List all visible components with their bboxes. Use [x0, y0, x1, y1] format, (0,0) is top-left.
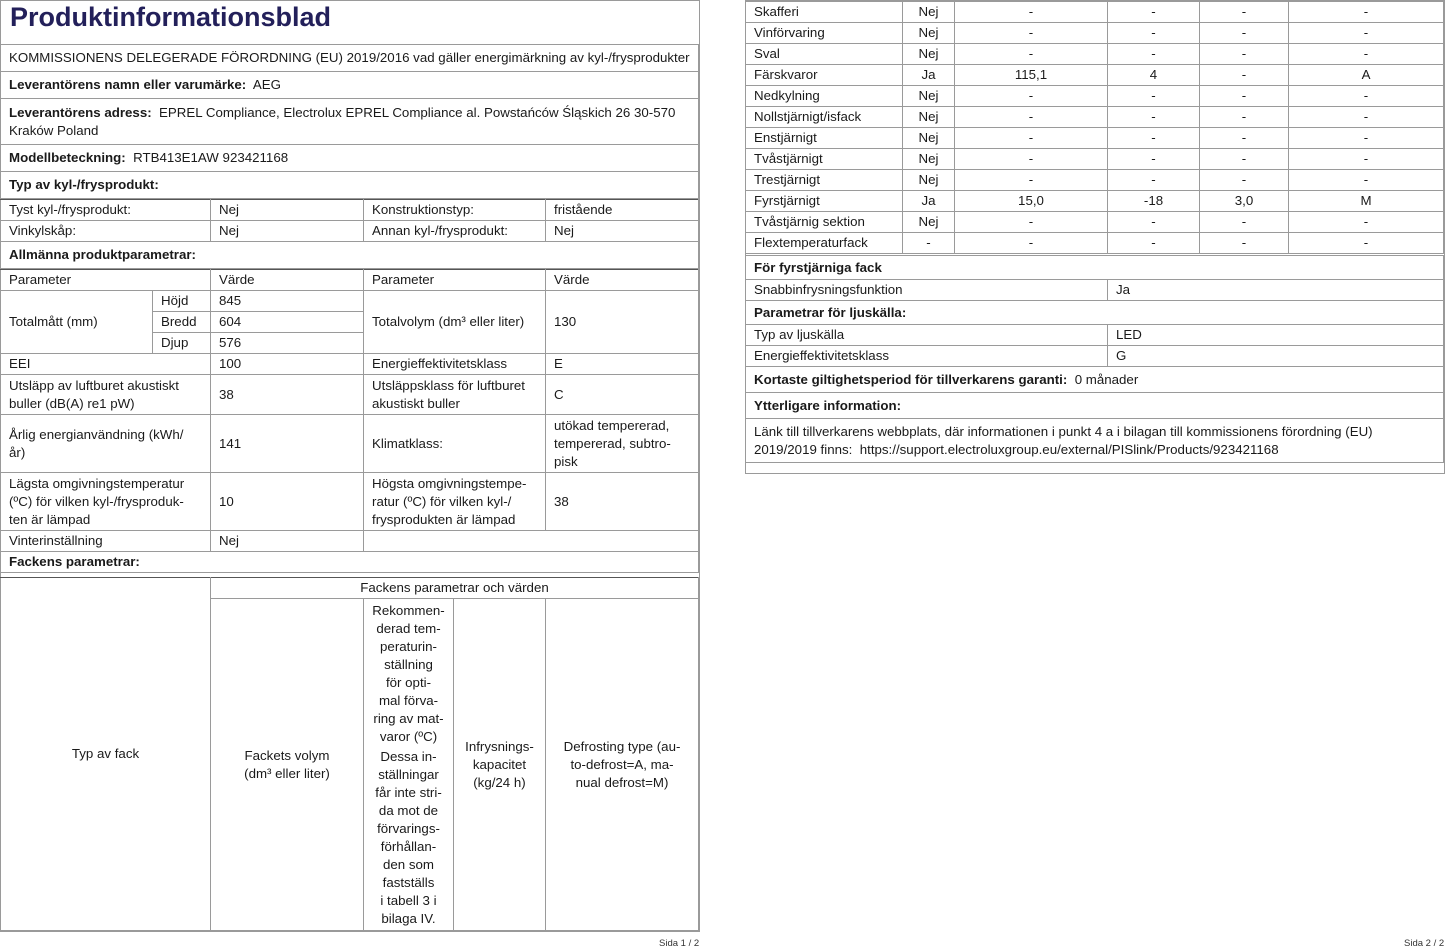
compartment-row [746, 65, 1444, 86]
compartment-temp: - [1108, 233, 1200, 254]
col-defrost-header: Defrosting type (au- to-defrost=A, ma- nual defrost=M) [546, 599, 699, 931]
compartment-defrost: - [1289, 86, 1444, 107]
compartment-name: Tvåstjärnigt [746, 149, 903, 170]
compartment-row [746, 212, 1444, 233]
address-value-city: Kraków Poland [9, 122, 99, 138]
type-value: fristående [546, 200, 699, 221]
compartment-volume: - [955, 2, 1108, 23]
type-key: Annan kyl-/frysprodukt: [364, 221, 546, 242]
compartment-present: Nej [903, 2, 955, 23]
col-temp-header [364, 599, 454, 931]
compartment-volume: - [955, 149, 1108, 170]
col-type-header: Typ av fack [1, 578, 211, 931]
compartment-volume: 115,1 [955, 65, 1108, 86]
compartment-temp: -18 [1108, 191, 1200, 212]
type-heading: Typ av kyl-/frysprodukt: [1, 172, 699, 199]
compartment-header-table [0, 577, 699, 931]
compartment-name: Tvåstjärnig sektion [746, 212, 903, 233]
temp-note-line: da mot de [378, 802, 439, 818]
compartment-freeze: - [1200, 233, 1289, 254]
noise-value: 38 [211, 375, 364, 415]
temp-note-line: den som [383, 856, 434, 872]
compartment-freeze: - [1200, 212, 1289, 233]
temp-header-line: Rekommen- [372, 602, 445, 618]
temp-note-line: fastställs [382, 874, 435, 890]
model-row [1, 145, 699, 172]
compartment-row [746, 191, 1444, 212]
noise-class-value: C [546, 375, 699, 415]
temp-header-line: varor (ºC) [379, 728, 438, 744]
manufacturer-link[interactable]: https://support.electroluxgroup.eu/external/PISlink/Products/923421168 [859, 441, 1279, 457]
max-temp-value: 38 [546, 473, 699, 531]
quick-freeze-label: Snabbinfrysningsfunktion [746, 280, 1108, 301]
warranty-value: 0 månader [1074, 371, 1139, 387]
winter-value: Nej [211, 531, 364, 552]
compartment-temp: - [1108, 44, 1200, 65]
param-header: Parameter [364, 270, 546, 291]
compartment-volume: - [955, 233, 1108, 254]
temp-header-line: derad tem- [376, 620, 441, 636]
compartment-temp: 4 [1108, 65, 1200, 86]
dim-value: 576 [211, 333, 364, 354]
compartment-row [746, 44, 1444, 65]
compartment-temp: - [1108, 2, 1200, 23]
product-type-table [0, 199, 699, 269]
supplier-row [1, 72, 699, 99]
extra-info-heading: Ytterligare information: [746, 393, 1444, 419]
regulation-text: KOMMISSIONENS DELEGERADE FÖRORDNING (EU) 2019/2016 vad gäller energimärkning av kyl-/frysprodukter [1, 45, 699, 72]
param-header: Parameter [1, 270, 211, 291]
compartment-volume: 15,0 [955, 191, 1108, 212]
warranty-label: Kortaste giltighetsperiod för tillverkarens garanti: [754, 371, 1068, 387]
compartment-defrost: - [1289, 2, 1444, 23]
compartment-row [746, 86, 1444, 107]
compartment-row [746, 149, 1444, 170]
model-value: RTB413E1AW 923421168 [133, 150, 289, 165]
temp-header-line: ställning [384, 656, 433, 672]
dim-name: Höjd [153, 291, 211, 312]
type-value: Nej [546, 221, 699, 242]
compartment-present: Nej [903, 44, 955, 65]
temp-note-line: ställningar [378, 766, 439, 782]
dim-name: Djup [153, 333, 211, 354]
compartment-defrost: - [1289, 23, 1444, 44]
temp-note-line: förhållan- [380, 838, 437, 854]
dims-label: Totalmått (mm) [1, 291, 153, 354]
compartment-name: Nedkylning [746, 86, 903, 107]
col-volume-header: Fackets volym (dm³ eller liter) [211, 599, 364, 931]
compartment-name: Färskvaror [746, 65, 903, 86]
four-star-table [745, 255, 1444, 463]
compartment-freeze: - [1200, 23, 1289, 44]
compartment-freeze: - [1200, 44, 1289, 65]
compartment-temp: - [1108, 128, 1200, 149]
light-heading: Parametrar för ljuskälla: [746, 301, 1444, 325]
total-volume-value: 130 [546, 291, 699, 354]
compartment-volume: - [955, 86, 1108, 107]
address-label: Leverantörens adress: [9, 104, 152, 120]
light-type-label: Typ av ljuskälla [746, 325, 1108, 346]
compartment-present: Ja [903, 65, 955, 86]
compartment-temp: - [1108, 107, 1200, 128]
total-volume-label: Totalvolym (dm³ eller liter) [364, 291, 546, 354]
dim-value: 845 [211, 291, 364, 312]
temp-note-line: i tabell 3 i [380, 892, 437, 908]
compartment-name: Enstjärnigt [746, 128, 903, 149]
compartment-name: Trestjärnigt [746, 170, 903, 191]
compartment-defrost: - [1289, 149, 1444, 170]
compartment-row [746, 107, 1444, 128]
temp-note-line: Dessa in- [380, 748, 437, 764]
compartment-defrost: - [1289, 170, 1444, 191]
max-temp-label: Högsta omgivningstempe- ratur (ºC) för vilken kyl-/ frysprodukten är lämpad [364, 473, 546, 531]
compartment-freeze: - [1200, 107, 1289, 128]
compartment-row [746, 170, 1444, 191]
energy-class-value: E [546, 354, 699, 375]
compartment-present: Nej [903, 107, 955, 128]
compartment-name: Vinförvaring [746, 23, 903, 44]
compartment-freeze: - [1200, 149, 1289, 170]
compartment-defrost: - [1289, 212, 1444, 233]
compartment-defrost: - [1289, 107, 1444, 128]
noise-class-label: Utsläppsklass för luftburet akustiskt buller [364, 375, 546, 415]
compartment-name: Fyrstjärnigt [746, 191, 903, 212]
four-star-heading: För fyrstjärniga fack [746, 256, 1444, 280]
general-heading: Allmänna produktparametrar: [1, 242, 699, 269]
comp-group-header: Fackens parametrar och värden [211, 578, 699, 599]
temp-header-note [366, 748, 451, 928]
compartment-name: Nollstjärnigt/isfack [746, 107, 903, 128]
compartment-volume: - [955, 107, 1108, 128]
compartment-freeze: 3,0 [1200, 191, 1289, 212]
light-class-label: Energieffektivitetsklass [746, 346, 1108, 367]
supplier-info-table [0, 44, 699, 199]
compartment-temp: - [1108, 23, 1200, 44]
noise-label: Utsläpp av luftburet akustiskt buller (dB(A) re1 pW) [1, 375, 211, 415]
general-parameters-table [0, 269, 699, 573]
compartment-freeze: - [1200, 86, 1289, 107]
winter-label: Vinterinställning [1, 531, 211, 552]
compartment-temp: - [1108, 170, 1200, 191]
type-value: Nej [211, 200, 364, 221]
compartment-freeze: - [1200, 65, 1289, 86]
eei-value: 100 [211, 354, 364, 375]
type-key: Tyst kyl-/frysprodukt: [1, 200, 211, 221]
light-type-value: LED [1108, 325, 1444, 346]
compartment-freeze: - [1200, 128, 1289, 149]
value-header: Värde [211, 270, 364, 291]
annual-energy-value: 141 [211, 415, 364, 473]
page-number: Sida 1 / 2 [659, 938, 700, 949]
compartment-present: Nej [903, 23, 955, 44]
type-key: Vinkylskåp: [1, 221, 211, 242]
compartment-temp: - [1108, 86, 1200, 107]
compartment-present: Nej [903, 212, 955, 233]
address-value: EPREL Compliance, Electrolux EPREL Compliance al. Powstańców Śląskich 26 30-570 [159, 104, 676, 120]
compartment-present: Nej [903, 86, 955, 107]
compartment-present: Nej [903, 128, 955, 149]
address-row [1, 99, 699, 145]
quick-freeze-value: Ja [1108, 280, 1444, 301]
compartment-volume: - [955, 23, 1108, 44]
value-header: Värde [546, 270, 699, 291]
temp-note-line: får inte stri- [375, 784, 442, 800]
energy-class-label: Energieffektivitetsklass [364, 354, 546, 375]
temp-note-line: förvarings- [377, 820, 440, 836]
compartment-volume: - [955, 170, 1108, 191]
type-value: Nej [211, 221, 364, 242]
manufacturer-link-row: Länk till tillverkarens webbplats, där informationen i punkt 4 a i bilagan till kommissionens förordning (EU) 2019/2019 finns: https://support.electroluxgroup.eu/external/PISlink/Products/923421168 [746, 419, 1444, 463]
compartment-name: Skafferi [746, 2, 903, 23]
compartment-present: Ja [903, 191, 955, 212]
compartment-defrost: M [1289, 191, 1444, 212]
supplier-value: AEG [252, 77, 281, 92]
compartment-temp: - [1108, 149, 1200, 170]
compartment-row [746, 128, 1444, 149]
compartment-defrost: - [1289, 233, 1444, 254]
page-title: Produktinformationsblad [10, 2, 332, 32]
compartment-volume: - [955, 44, 1108, 65]
compartment-row [746, 2, 1444, 23]
compartment-present: - [903, 233, 955, 254]
type-key: Konstruktionstyp: [364, 200, 546, 221]
min-temp-value: 10 [211, 473, 364, 531]
compartment-freeze: - [1200, 2, 1289, 23]
compartment-row [746, 233, 1444, 254]
warranty-row [746, 367, 1444, 393]
compartment-name: Flextemperaturfack [746, 233, 903, 254]
compartment-present: Nej [903, 149, 955, 170]
compartment-present: Nej [903, 170, 955, 191]
temp-header-line: för opti- [385, 674, 432, 690]
light-class-value: G [1108, 346, 1444, 367]
temp-header-line: mal förva- [378, 692, 439, 708]
dim-value: 604 [211, 312, 364, 333]
dim-name: Bredd [153, 312, 211, 333]
compartment-row [746, 23, 1444, 44]
climate-class-label: Klimatklass: [364, 415, 546, 473]
min-temp-label: Lägsta omgivningstemperatur (ºC) för vilken kyl-/frysproduk- ten är lämpad [1, 473, 211, 531]
temp-header-line: ring av mat- [373, 710, 444, 726]
compartment-volume: - [955, 128, 1108, 149]
temp-note-line: bilaga IV. [381, 910, 436, 926]
temp-header-text [366, 602, 451, 746]
climate-class-value: utökad tempererad, tempererad, subtro- pisk [546, 415, 699, 473]
col-freeze-header: Infrysnings- kapacitet (kg/24 h) [454, 599, 546, 931]
compartment-temp: - [1108, 212, 1200, 233]
empty-cell [364, 531, 699, 552]
compartments-table [745, 1, 1444, 254]
compartment-freeze: - [1200, 170, 1289, 191]
page-number: Sida 2 / 2 [1404, 938, 1445, 949]
compartment-name: Sval [746, 44, 903, 65]
eei-label: EEI [1, 354, 211, 375]
supplier-label: Leverantörens namn eller varumärke: [9, 77, 247, 92]
compartment-volume: - [955, 212, 1108, 233]
temp-header-line: peraturin- [380, 638, 437, 654]
annual-energy-label: Årlig energianvändning (kWh/ år) [1, 415, 211, 473]
model-label: Modellbeteckning: [9, 150, 126, 165]
compartment-defrost: - [1289, 128, 1444, 149]
compartment-defrost: A [1289, 65, 1444, 86]
compartments-heading: Fackens parametrar: [1, 552, 699, 573]
compartment-defrost: - [1289, 44, 1444, 65]
